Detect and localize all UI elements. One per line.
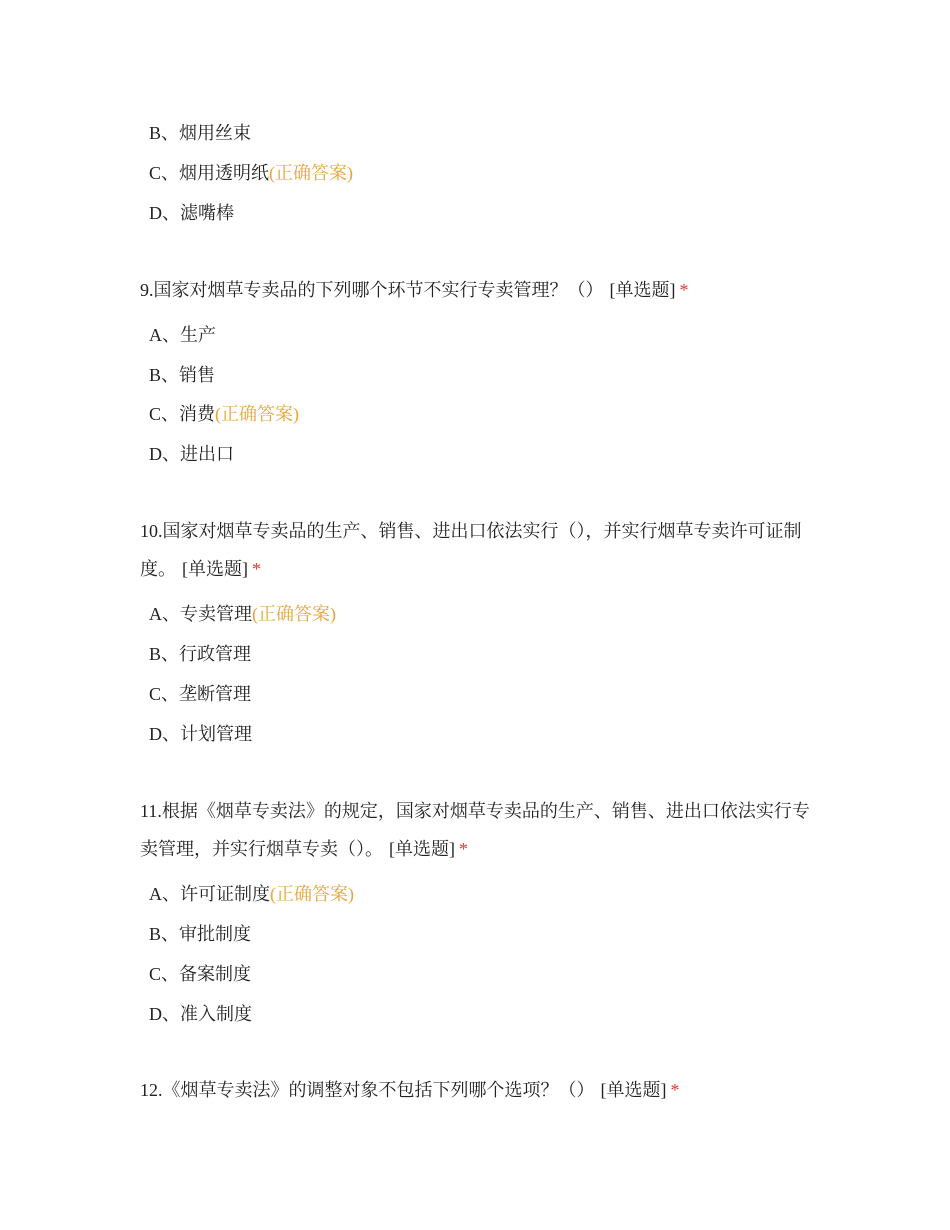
- option-label: A、生产: [149, 325, 216, 345]
- q8-option-b[interactable]: [149, 121, 251, 145]
- correct-answer-tag: (正确答案): [269, 163, 354, 183]
- question-type: [单选题]: [600, 1080, 667, 1100]
- option-label: C、垄断管理: [149, 684, 252, 704]
- option-label: C、消费: [149, 404, 216, 424]
- question-text: 12.《烟草专卖法》的调整对象不包括下列哪个选项？（）: [140, 1080, 595, 1100]
- q11-title: [140, 792, 810, 868]
- q11-option-d[interactable]: [149, 1002, 252, 1026]
- q11-option-c[interactable]: [149, 962, 251, 986]
- q8-option-d[interactable]: [149, 201, 234, 225]
- question-type: [单选题]: [389, 839, 455, 859]
- option-label: A、专卖管理: [149, 604, 252, 624]
- required-mark: *: [459, 839, 468, 859]
- question-text: 11.根据《烟草专卖法》的规定，国家对烟草专卖品的生产、销售、进出口依法实行专卖管理，并实行烟草专卖（）。: [140, 801, 810, 859]
- option-label: B、烟用丝束: [149, 123, 252, 143]
- q10-option-b[interactable]: [149, 642, 251, 666]
- option-label: D、计划管理: [149, 724, 252, 744]
- question-type: [单选题]: [609, 280, 676, 300]
- q9-option-b[interactable]: [149, 363, 215, 387]
- q10-option-a[interactable]: [149, 602, 336, 626]
- option-label: A、许可证制度: [149, 884, 270, 904]
- option-label: B、行政管理: [149, 644, 252, 664]
- q9-option-a[interactable]: [149, 323, 216, 347]
- q8-option-c[interactable]: [149, 161, 353, 185]
- q10-option-c[interactable]: [149, 682, 251, 706]
- correct-answer-tag: (正确答案): [252, 604, 336, 624]
- q11-option-b[interactable]: [149, 922, 251, 946]
- option-label: C、烟用透明纸: [149, 163, 270, 183]
- option-label: B、销售: [149, 365, 216, 385]
- q10-option-d[interactable]: [149, 722, 252, 746]
- question-text: 10.国家对烟草专卖品的生产、销售、进出口依法实行（），并实行烟草专卖许可证制度。: [140, 521, 802, 579]
- required-mark: *: [679, 280, 689, 300]
- option-label: C、备案制度: [149, 964, 252, 984]
- correct-answer-tag: (正确答案): [270, 884, 354, 904]
- q11-option-a[interactable]: [149, 882, 354, 906]
- required-mark: *: [670, 1080, 680, 1100]
- option-label: D、进出口: [149, 444, 234, 464]
- q9-option-c[interactable]: [149, 402, 299, 426]
- question-text: 9.国家对烟草专卖品的下列哪个环节不实行专卖管理？（）: [140, 280, 604, 300]
- q9-option-d[interactable]: [149, 442, 234, 466]
- q12-title: [140, 1071, 810, 1109]
- q9-title: [140, 271, 810, 309]
- question-type: [单选题]: [182, 559, 248, 579]
- correct-answer-tag: (正确答案): [215, 404, 300, 424]
- option-label: B、审批制度: [149, 924, 252, 944]
- option-label: D、准入制度: [149, 1004, 252, 1024]
- required-mark: *: [252, 559, 261, 579]
- option-label: D、滤嘴棒: [149, 203, 234, 223]
- q10-title: [140, 512, 810, 588]
